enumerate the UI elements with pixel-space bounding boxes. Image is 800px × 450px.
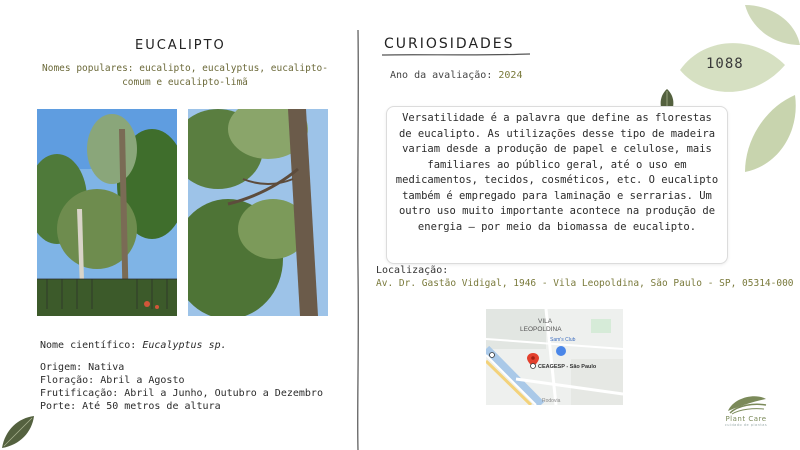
brand xyxy=(716,415,776,427)
evaluation-year xyxy=(390,70,522,81)
scientific-name xyxy=(40,339,227,352)
fact-origin: Origem: Nativa xyxy=(40,362,125,373)
title-underline xyxy=(382,52,532,58)
fact-size: Porte: Até 50 metros de altura xyxy=(40,401,221,412)
map-place-2: CEAGESP - São Paulo xyxy=(538,364,597,370)
curiosities-title: CURIOSIDADES xyxy=(384,36,515,52)
map-street: Rodovia xyxy=(542,398,561,404)
brand-logo-icon xyxy=(726,393,768,415)
year-value: 2024 xyxy=(498,70,523,81)
fact-flowering: Floração: Abril a Agosto xyxy=(40,375,185,386)
tree-photo-2 xyxy=(188,109,328,316)
vertical-divider xyxy=(354,30,362,450)
map-place-1: Sam's Club xyxy=(550,337,576,343)
location-address: Av. Dr. Gastão Vidigal, 1946 - Vila Leopoldina, São Paulo - SP, 05314-000 xyxy=(376,278,794,289)
year-label: Ano da avaliação: xyxy=(390,70,493,81)
fact-fruiting: Frutificação: Abril a Junho, Outubro a Dezembro xyxy=(40,388,323,399)
scientific-label: Nome científico: xyxy=(40,340,137,351)
curiosity-box xyxy=(386,106,728,264)
curiosity-text: Versatilidade é a palavra que define as florestas de eucalipto. As utilizações desse tipo de madeira variam desde a produção de papel e celulose, mais familiares ao público geral, até o uso em medicamentos, tecidos, cosméticos, etc. O eucalipto também é empregado para laminação e serrarias. Um outro uso muito importante acontece na produção de energia — por meio da biomassa de eucalipto. xyxy=(395,112,719,233)
brand-tagline: cuidado de plantas xyxy=(724,423,768,427)
location-label: Localização: xyxy=(376,265,449,276)
popular-names: Nomes populares: eucalipto, eucalyptus, eucalipto-comum e eucalipto-limã xyxy=(42,63,328,88)
tree-photo-1 xyxy=(37,109,177,316)
facts-list xyxy=(40,361,323,413)
tree-number: 1088 xyxy=(706,56,744,72)
map-district-line1: VILA xyxy=(538,318,553,325)
brand-name: Plant Care xyxy=(725,415,767,423)
map-district-line2: LEOPOLDINA xyxy=(520,326,562,333)
location-map[interactable] xyxy=(486,309,623,405)
scientific-value: Eucalyptus sp. xyxy=(142,340,227,351)
species-title: EUCALIPTO xyxy=(135,38,226,53)
corner-leaf-icon xyxy=(0,412,40,450)
